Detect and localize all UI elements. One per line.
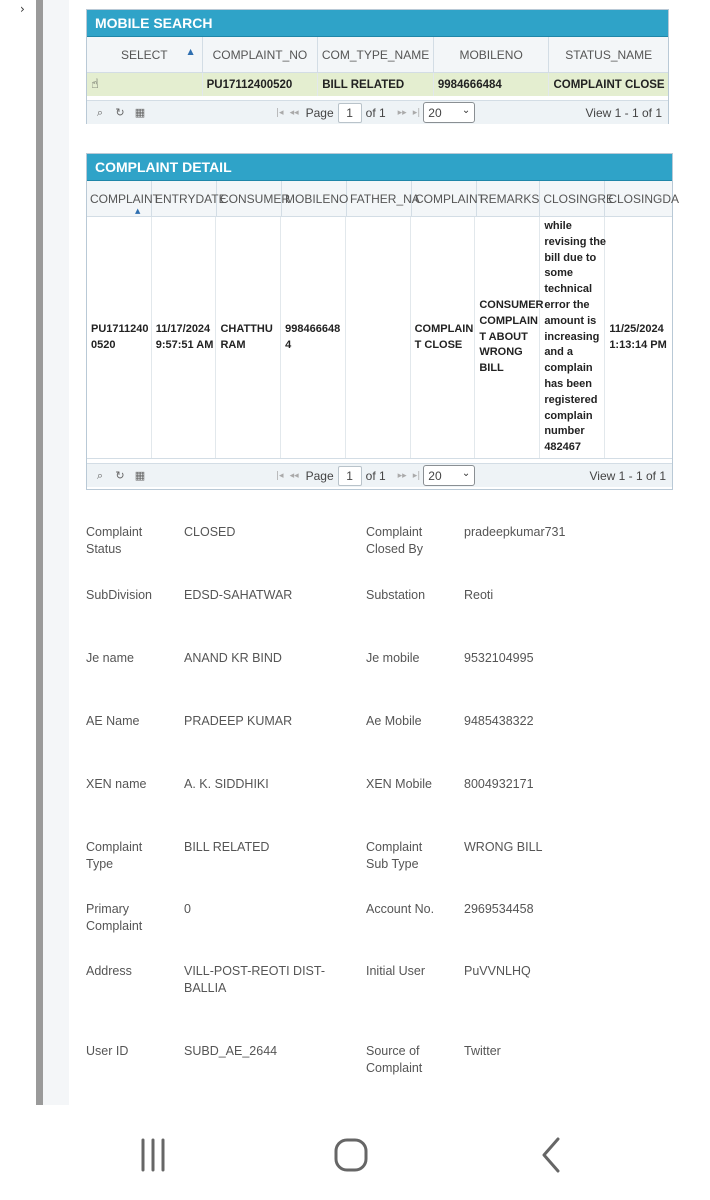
column-header-complaint-no[interactable]: COMPLAINT_NO (203, 37, 319, 72)
cell-complaint-no: PU17112400520 (203, 73, 319, 96)
search-icon[interactable]: ⌕ (96, 468, 104, 482)
field-label: Je mobile (366, 651, 420, 665)
mobile-search-title: MOBILE SEARCH (87, 10, 668, 37)
sidebar-scroll-bar[interactable] (36, 0, 43, 1105)
field-label: Complaint Sub Type (366, 840, 423, 871)
column-header-select[interactable]: SELECT ▲ (87, 37, 203, 72)
rows-per-page-select[interactable]: 20 ⌄ (423, 465, 475, 486)
field-value: EDSD-SAHATWAR (184, 588, 293, 602)
field-value: A. K. SIDDHIKI (184, 777, 269, 791)
back-button[interactable] (531, 1135, 571, 1175)
table-row[interactable] (87, 217, 672, 459)
column-header-status-name[interactable]: STATUS_NAME (565, 47, 653, 62)
cell-father-name (346, 217, 411, 458)
mobile-search-pager (87, 100, 668, 124)
next-page-icon[interactable]: ▸▸ (397, 107, 407, 118)
last-page-icon[interactable]: ▸| (412, 470, 421, 481)
prev-page-icon[interactable]: ◂◂ (289, 107, 299, 118)
pointer-hand-icon[interactable]: ☝ (91, 77, 99, 92)
home-icon (332, 1136, 370, 1174)
view-records-text: View 1 - 1 of 1 (589, 468, 666, 483)
field-label: Source of Complaint (366, 1044, 423, 1075)
column-header-consumer[interactable]: CONSUMER (217, 181, 282, 216)
cell-closing-remark: while revising the bill due to some technical error the amount is increasing and a complain has been registered complain number 482467 (540, 217, 605, 458)
export-excel-icon[interactable]: ▦ (134, 469, 146, 482)
field-label: XEN name (86, 777, 147, 791)
field-label: XEN Mobile (366, 777, 432, 791)
field-value: Twitter (464, 1044, 501, 1058)
mobile-search-grid (86, 9, 669, 124)
column-header-mobileno[interactable]: MOBILENO (282, 181, 347, 216)
cell-complaint-no: PU1711240 0520 (87, 217, 152, 458)
chevron-right-icon[interactable]: › (20, 2, 25, 16)
prev-page-icon[interactable]: ◂◂ (289, 470, 299, 481)
recents-button[interactable] (133, 1135, 173, 1175)
field-label: Ae Mobile (366, 714, 422, 728)
cell-closing-date: 11/25/2024 1:13:14 PM (609, 322, 667, 351)
field-label: Substation (366, 588, 426, 602)
complaint-detail-title: COMPLAINT DETAIL (87, 154, 672, 181)
field-label: Initial User (366, 964, 426, 978)
cell-mobileno: 998466648 4 (281, 217, 346, 458)
field-label: Account No. (366, 902, 435, 916)
cell-consumer: CHATTHU RAM (216, 217, 281, 458)
cell-com-type-name: BILL RELATED (318, 73, 434, 96)
last-page-icon[interactable]: ▸| (412, 107, 421, 118)
field-value: pradeepkumar731 (464, 525, 566, 539)
field-label: SubDivision (86, 588, 153, 602)
page-of-label: of 1 (365, 468, 386, 483)
column-header-remarks[interactable]: REMARKS (477, 181, 540, 216)
rows-per-page-select[interactable]: 20 ⌄ (423, 102, 475, 123)
page-number-input[interactable]: 1 (338, 466, 362, 486)
cell-entrydate: 11/17/2024 9:57:51 AM (152, 217, 217, 458)
mobile-search-header-row (87, 37, 668, 73)
recents-icon (135, 1138, 171, 1172)
field-value: CLOSED (184, 525, 236, 539)
first-page-icon[interactable]: |◂ (276, 107, 284, 118)
cell-status-name: COMPLAINT CLOSE (553, 78, 665, 91)
field-value: 2969534458 (464, 902, 534, 916)
system-navigation-bar (0, 1105, 710, 1200)
view-records-text: View 1 - 1 of 1 (585, 105, 662, 120)
field-value: 9532104995 (464, 651, 534, 665)
home-button[interactable] (331, 1135, 371, 1175)
field-value: BILL RELATED (184, 840, 270, 854)
search-icon[interactable]: ⌕ (96, 105, 104, 119)
column-header-mobileno[interactable]: MOBILENO (434, 37, 550, 72)
field-label: User ID (86, 1044, 129, 1058)
refresh-icon[interactable]: ↻ (115, 469, 125, 482)
chevron-down-icon: ⌄ (461, 105, 471, 116)
field-label: AE Name (86, 714, 140, 728)
field-label: Address (86, 964, 132, 978)
page-of-label: of 1 (365, 105, 386, 120)
field-value: 0 (184, 902, 191, 916)
first-page-icon[interactable]: |◂ (276, 470, 284, 481)
field-label: Complaint Status (86, 525, 143, 556)
complaint-detail-pager (87, 463, 672, 487)
next-page-icon[interactable]: ▸▸ (397, 470, 407, 481)
field-value: 9485438322 (464, 714, 534, 728)
table-row[interactable] (87, 73, 668, 96)
field-label: Primary Complaint (86, 902, 143, 933)
field-value: PuVVNLHQ (464, 964, 531, 978)
field-value: Reoti (464, 588, 494, 602)
complaint-detail-header-row (87, 181, 680, 217)
column-header-com-type-name[interactable]: COM_TYPE_NAME (318, 37, 434, 72)
column-header-complaint-no[interactable]: COMPLAINT ▲ (87, 181, 152, 216)
column-header-closing-date[interactable]: CLOSINGDA (608, 191, 680, 206)
field-label: Complaint Type (86, 840, 143, 871)
back-icon (536, 1136, 566, 1174)
field-label: Je name (86, 651, 134, 665)
export-excel-icon[interactable]: ▦ (134, 106, 146, 119)
complaint-detail-grid (86, 153, 680, 490)
page-gutter (43, 0, 69, 1105)
field-value: VILL-POST-REOTI DIST- BALLIA (184, 964, 325, 995)
field-value: ANAND KR BIND (184, 651, 282, 665)
refresh-icon[interactable]: ↻ (115, 106, 125, 119)
field-value: PRADEEP KUMAR (184, 714, 293, 728)
column-header-father-name[interactable]: FATHER_NA (347, 181, 412, 216)
chevron-down-icon: ⌄ (461, 468, 471, 479)
sort-ascending-icon: ▲ (187, 47, 194, 56)
page-label: Page (305, 468, 334, 483)
cell-mobileno: 9984666484 (434, 73, 550, 96)
page-label: Page (305, 105, 334, 120)
column-header-complaint-status[interactable]: COMPLAINT (412, 181, 477, 216)
field-value: WRONG BILL (464, 840, 543, 854)
cell-complaint-status: COMPLAIN T CLOSE (411, 217, 476, 458)
field-value: 8004932171 (464, 777, 534, 791)
sidebar-collapsed (0, 0, 36, 1105)
cell-remarks: CONSUMER COMPLAIN T ABOUT WRONG BILL (475, 217, 540, 458)
column-header-closing-remark[interactable]: CLOSINGRE (540, 181, 605, 216)
field-value: SUBD_AE_2644 (184, 1044, 278, 1058)
sort-ascending-icon: ▲ (135, 207, 141, 215)
page-number-input[interactable]: 1 (338, 103, 362, 123)
column-header-entrydate[interactable]: ENTRYDATE (152, 181, 217, 216)
field-label: Complaint Closed By (366, 525, 423, 556)
